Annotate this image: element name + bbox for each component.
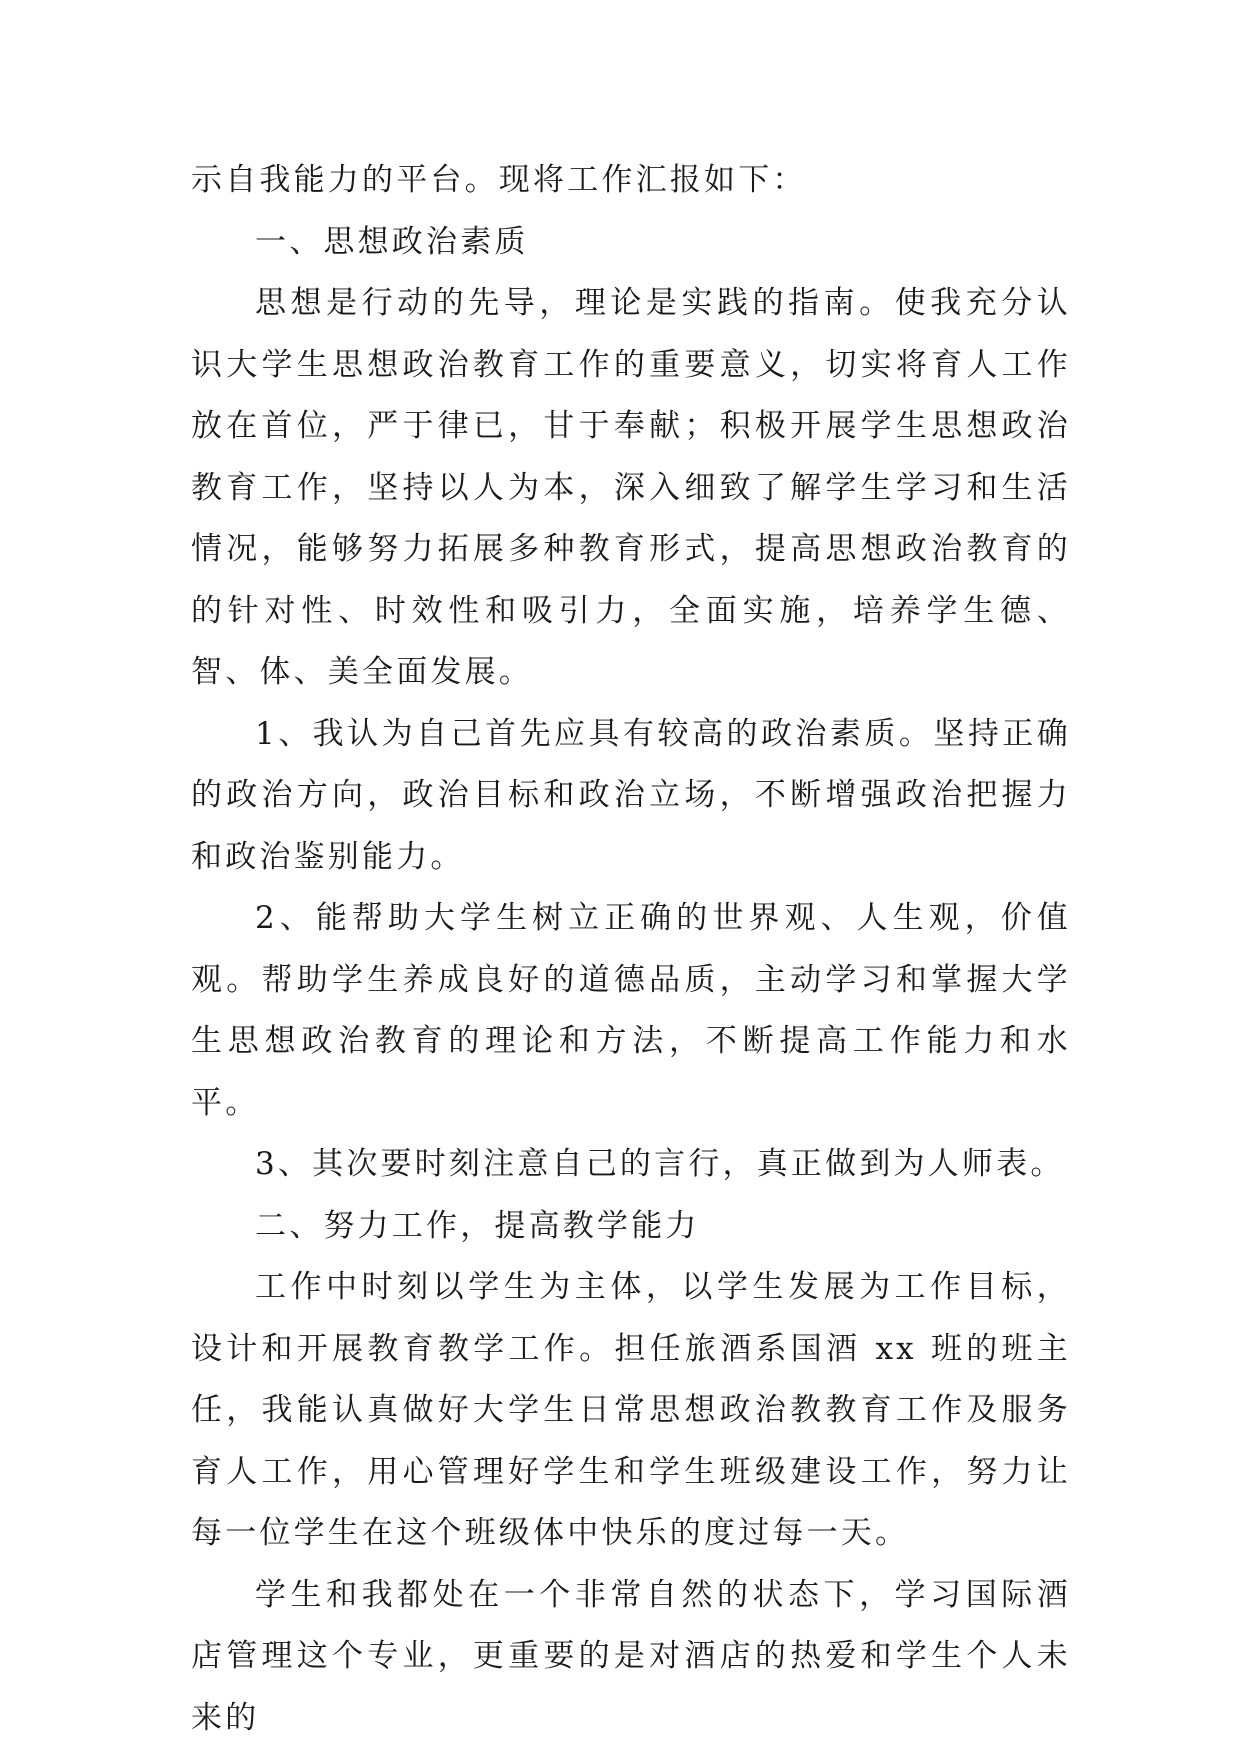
list-item-1: 1、我认为自己首先应具有较高的政治素质。坚持正确的政治方向，政治目标和政治立场，不断增强政治把握力和政治鉴别能力。 xyxy=(191,715,1071,875)
document-body xyxy=(191,150,1071,1749)
paragraph-section-2-body: 工作中时刻以学生为主体，以学生发展为工作目标，设计和开展教育教学工作。担任旅酒系国酒 xx 班的班主任，我能认真做好大学生日常思想政治教教育工作及服务育人工作，用心管理好学生和学生班级建设工作，努力让每一位学生在这个班级体中快乐的度过每一天。 xyxy=(191,1269,1071,1551)
paragraph-section-1-body: 思想是行动的先导，理论是实践的指南。使我充分认识大学生思想政治教育工作的重要意义，切实将育人工作放在首位，严于律已，甘于奉献；积极开展学生思想政治教育工作，坚持以人为本，深入细致了解学生学习和生活情况，能够努力拓展多种教育形式，提高思想政治教育的的针对性、时效性和吸引力，全面实施，培养学生德、智、体、美全面发展。 xyxy=(191,285,1071,690)
paragraph-section-2-continued: 学生和我都处在一个非常自然的状态下，学习国际酒店管理这个专业，更重要的是对酒店的热爱和学生个人未来的 xyxy=(191,1576,1071,1736)
list-item-2: 2、能帮助大学生树立正确的世界观、人生观，价值观。帮助学生养成良好的道德品质，主动学习和掌握大学生思想政治教育的理论和方法，不断提高工作能力和水平。 xyxy=(191,900,1071,1121)
list-item-3: 3、其次要时刻注意自己的言行，真正做到为人师表。 xyxy=(255,1146,1065,1182)
heading-section-1: 一、思想政治素质 xyxy=(255,223,529,260)
heading-section-2: 二、努力工作，提高教学能力 xyxy=(255,1207,700,1244)
paragraph-intro-continuation: 示自我能力的平台。现将工作汇报如下： xyxy=(191,162,807,198)
